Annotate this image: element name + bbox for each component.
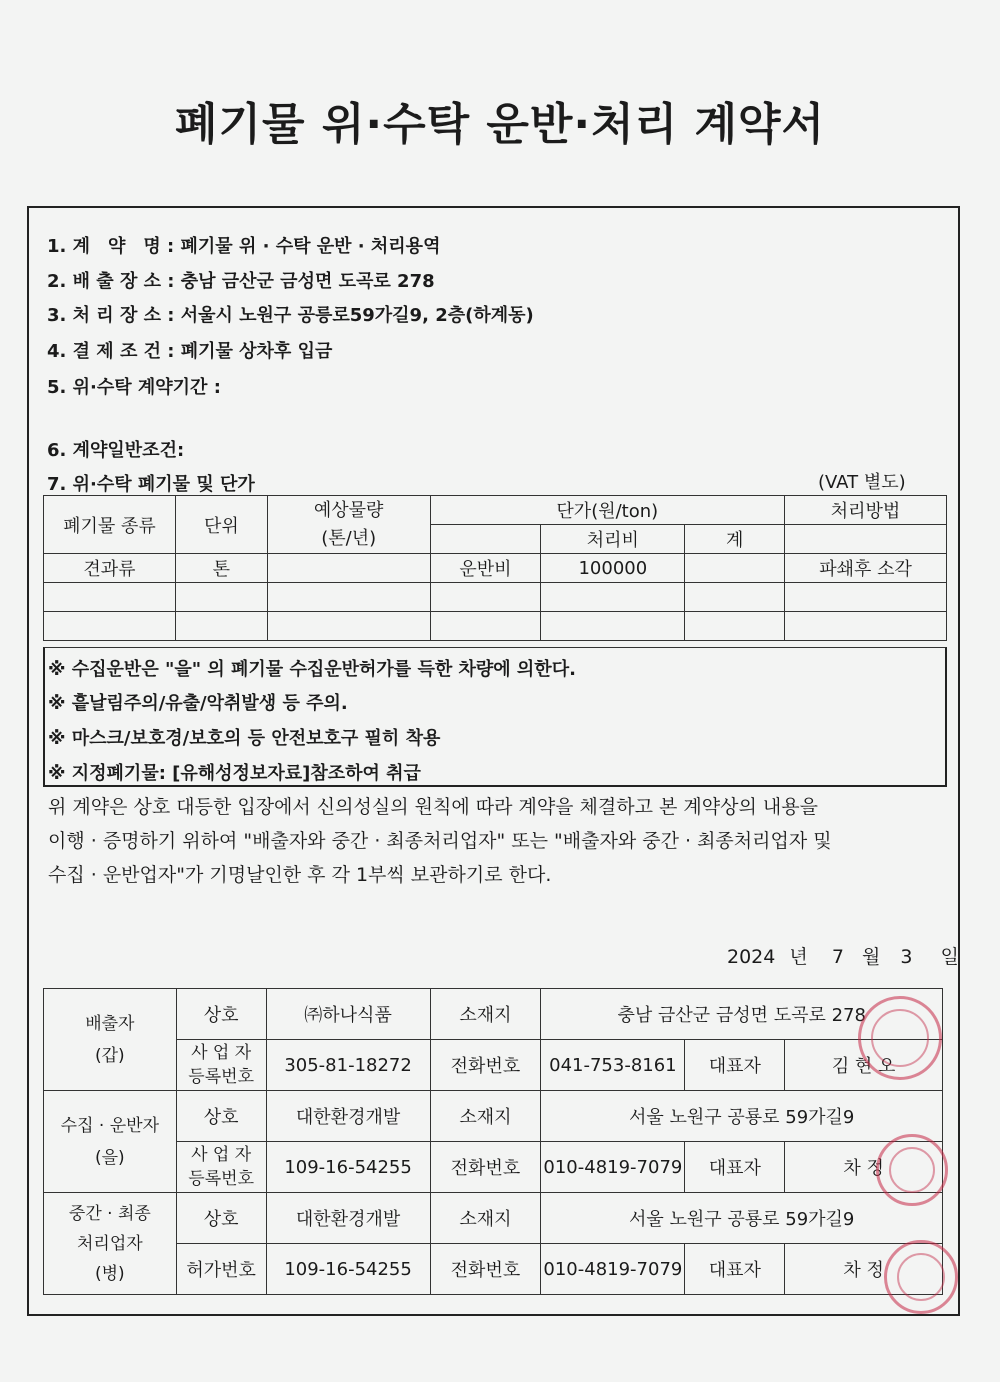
clause-treatment-site: 3. 처 리 장 소 : 서울시 노원구 공릉로59가길9, 2층(하계동): [47, 305, 534, 326]
agreement-paragraph: [48, 790, 938, 892]
party-id-label: 사 업 자 등록번호: [176, 1142, 266, 1193]
seal-stamp-collector: [876, 1134, 948, 1206]
party-address-label: 소재지: [430, 989, 541, 1040]
party-permit-label: 허가번호: [176, 1244, 266, 1295]
cell-transport: 운반비: [430, 554, 541, 583]
party-role-processor: 중간 · 최종 처리업자 (병): [44, 1193, 177, 1295]
waste-price-table: [43, 495, 947, 641]
party-role-discharger: 배출자 (갑): [44, 989, 177, 1091]
date-day: 3: [900, 946, 913, 968]
paragraph-line: 수집 · 운반업자"가 기명날인한 후 각 1부씩 보관하기로 한다.: [48, 864, 552, 886]
table-row: [44, 554, 947, 583]
clause-contract-name: 1. 계 약 명 : 폐기물 위 · 수탁 운반 · 처리용역: [47, 236, 441, 257]
table-row: [44, 583, 947, 612]
party-address-label: 소재지: [430, 1091, 541, 1142]
table-row: [44, 612, 947, 641]
party-id-label: 사 업 자 등록번호: [176, 1040, 266, 1091]
party-tel-label: 전화번호: [430, 1040, 541, 1091]
party-name-label: 상호: [176, 989, 266, 1040]
party-name: 대한환경개발: [266, 1193, 430, 1244]
header-treatment-fee: 처리비: [541, 525, 685, 554]
paragraph-line: 이행 · 증명하기 위하여 "배출자와 중간 · 최종처리업자" 또는 "배출자와 중간 · 최종처리업자 및: [48, 830, 832, 852]
clause-contract-period: 5. 위·수탁 계약기간 :: [47, 377, 221, 398]
party-name: 대한환경개발: [266, 1091, 430, 1142]
clause-general-terms: 6. 계약일반조건:: [47, 440, 185, 461]
date-month-label: 월: [861, 946, 881, 968]
party-rep-label: 대표자: [685, 1142, 785, 1193]
note-protective-gear: ※ 마스크/보호경/보호의 등 안전보호구 필히 착용: [48, 728, 441, 749]
party-rep: 차 정: [785, 1142, 943, 1193]
clause-waste-and-price: 7. 위·수탁 폐기물 및 단가: [47, 474, 255, 495]
header-unit-price: 단가(원/ton): [430, 496, 785, 525]
party-rep-label: 대표자: [685, 1040, 785, 1091]
date-day-label: 일: [940, 946, 959, 968]
party-tel: 010-4819-7079: [541, 1244, 685, 1295]
header-treatment-method: 처리방법: [785, 496, 947, 525]
party-name-label: 상호: [176, 1193, 266, 1244]
paragraph-line: 위 계약은 상호 대등한 입장에서 신의성실의 원칙에 따라 계약을 체결하고 본 계약상의 내용을: [48, 796, 818, 818]
seal-stamp-processor: [884, 1240, 958, 1314]
contract-date: [727, 942, 959, 969]
header-waste-type: 폐기물 종류: [44, 496, 176, 554]
party-name: ㈜하나식품: [266, 989, 430, 1040]
party-tel-label: 전화번호: [430, 1142, 541, 1193]
header-unit: 단위: [175, 496, 267, 554]
clause-discharge-site: 2. 배 출 장 소 : 충남 금산군 금성면 도곡로 278: [47, 271, 435, 292]
header-total: 계: [685, 525, 785, 554]
clause-payment-terms: 4. 결 제 조 건 : 폐기물 상차후 입금: [47, 341, 333, 362]
header-blank: [430, 525, 541, 554]
note-designated-waste: ※ 지정폐기물: [유해성정보자료]참조하여 취급: [48, 763, 421, 784]
party-id: 109-16-54255: [266, 1142, 430, 1193]
cell-treatment-fee: 100000: [541, 554, 685, 583]
note-scatter: ※ 흩날림주의/유출/악취발생 등 주의.: [48, 693, 348, 714]
party-name-label: 상호: [176, 1091, 266, 1142]
date-year-label: 년: [789, 946, 808, 968]
party-address: 서울 노원구 공룡로 59가길9: [541, 1091, 943, 1142]
cell-method: 파쇄후 소각: [785, 554, 947, 583]
party-rep: 차 정: [785, 1244, 943, 1295]
party-rep-label: 대표자: [685, 1244, 785, 1295]
document-title: 폐기물 위·수탁 운반·처리 계약서: [175, 99, 825, 150]
cell-quantity: [267, 554, 430, 583]
party-id: 305-81-18272: [266, 1040, 430, 1091]
caution-notes-box: [43, 647, 947, 787]
party-address-label: 소재지: [430, 1193, 541, 1244]
date-month: 7: [831, 946, 844, 968]
date-year: 2024: [727, 946, 776, 968]
note-vehicle: ※ 수집운반은 "을" 의 폐기물 수집운반허가를 득한 차량에 의한다.: [48, 659, 576, 680]
cell-unit: 톤: [175, 554, 267, 583]
party-tel: 010-4819-7079: [541, 1142, 685, 1193]
party-id: 109-16-54255: [266, 1244, 430, 1295]
header-expected-quantity: 예상물량 (톤/년): [267, 496, 430, 554]
header-method-blank: [785, 525, 947, 554]
parties-table: [43, 988, 943, 1295]
party-address: 서울 노원구 공룡로 59가길9: [541, 1193, 943, 1244]
party-address: 충남 금산군 금성면 도곡로 278: [541, 989, 943, 1040]
party-tel: 041-753-8161: [541, 1040, 685, 1091]
cell-waste-type: 견과류: [44, 554, 176, 583]
cell-total: [685, 554, 785, 583]
party-role-collector: 수집 · 운반자 (을): [44, 1091, 177, 1193]
party-tel-label: 전화번호: [430, 1244, 541, 1295]
vat-note: (VAT 별도): [818, 472, 906, 493]
seal-stamp-discharger: [858, 996, 942, 1080]
party-rep: 김 현 오: [785, 1040, 943, 1091]
